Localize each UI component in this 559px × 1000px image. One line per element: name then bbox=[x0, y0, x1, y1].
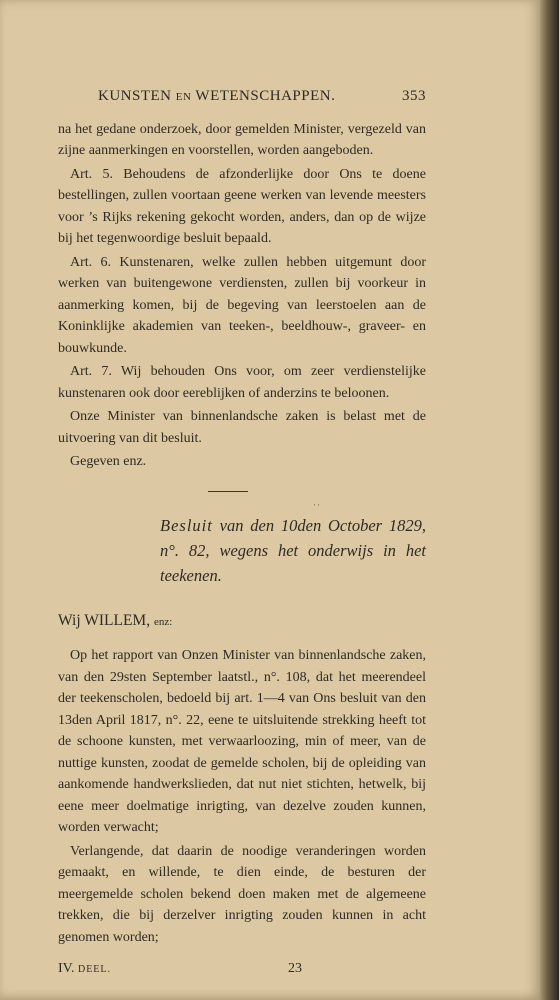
paragraph: Onze Minister van binnenlandsche zaken is belast met de uitvoering van dit besluit. bbox=[58, 409, 426, 446]
article-5: Art. 5. Behoudens de afzonderlijke door Ons te doene bestellingen, zullen voortaan geene werken van levende meesters voor ’s Rijks rekening gekocht worden, anders, dan op de wijze bij het tegenwoordige besluit bepaald. bbox=[58, 166, 426, 246]
running-title: KUNSTEN EN WETENSCHAPPEN. bbox=[98, 88, 336, 104]
article-6: Art. 6. Kunstenaren, welke zullen hebben uitgemunt door werken van buitengewone verdiensten, zullen bij voorkeur in aanmerking komen, bij de begeving van leerstoelen aan de Koninklijke akademien van teeken-, beeldhouw-, graveer- en bouwkunde. bbox=[58, 254, 426, 356]
page-footer bbox=[58, 958, 426, 981]
decree-opening: Wij WILLEM, enz: bbox=[58, 611, 173, 629]
article-7: Art. 7. Wij behouden Ons voor, om zeer verdienstelijke kunstenaren ook door eereblijken of anderzins te beloonen. bbox=[58, 364, 426, 401]
decree-title: Besluit van den 10den October 1829, n°. 82, wegens het onderwijs in het teekenen. bbox=[160, 515, 427, 585]
divider-rule bbox=[208, 491, 248, 492]
closing-line: Gegeven enz. bbox=[70, 454, 147, 469]
paragraph: Verlangende, dat daarin de noodige veranderingen worden gemaakt, en willende, te dien einde, de besturen der meergemelde scholen bekend doen maken met de algemeene trekken, die bij derzelver inrigting zouden kunnen in acht genomen worden; bbox=[58, 843, 426, 945]
ink-specks: ·· bbox=[313, 499, 321, 510]
page-number: 353 bbox=[402, 88, 426, 104]
page-edge-shadow bbox=[540, 0, 559, 1000]
volume-mark: IV. DEEL. bbox=[58, 961, 112, 976]
running-header bbox=[58, 86, 426, 109]
page-text bbox=[58, 86, 426, 981]
paragraph: Op het rapport van Onzen Minister van binnenlandsche zaken, van den 29sten September laatstl., n°. 108, dat het meerendeel der teekenscholen, bedoeld bij art. 1—4 van Ons besluit van den 13den April 1817, n°. 22, eene te uitsluitende strekking heeft tot de schoone kunsten, met verwaarloozing, min of meer, van de nuttige kunsten, zoodat de gemelde scholen, bij de opleiding van aankomende handwerkslieden, dat nut niet stichten, hetwelk, bij eene meer doelmatige inrigting, van dezelve zouden kunnen, worden verwacht; bbox=[58, 648, 426, 835]
paragraph: na het gedane onderzoek, door gemelden Minister, vergezeld van zijne aanmerkingen en voorstellen, worden aangeboden. bbox=[58, 121, 426, 158]
section-divider bbox=[58, 479, 426, 509]
signature-mark: 23 bbox=[288, 961, 302, 976]
